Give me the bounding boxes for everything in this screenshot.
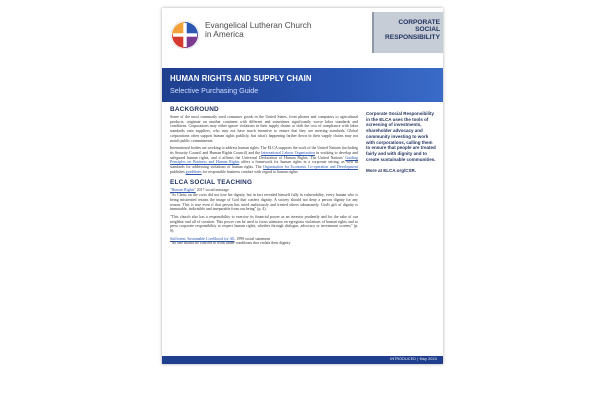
ilo-link[interactable]: International Labour Organization [261,150,315,155]
document-header [162,8,443,63]
un-guiding-principles-link[interactable]: Guiding Principles on Business and Human Rights [170,155,358,165]
bg-p2-text-a: International bodies are working to address human rights. The ELCA supports the work of the United Nations (including its Security Council and Human Rights Council) and the [170,146,358,155]
csr-label-box [372,12,443,53]
guidelines-link[interactable]: guidelines [185,169,202,174]
oecd-link[interactable]: Organisation for Economic Co-operation and Development [262,165,358,170]
sufficient-livelihood-link[interactable]: Sufficient, Sustainable Livelihood for All [170,236,235,241]
footer-text: INTRODUCED | May 2024 [390,357,437,361]
teaching-heading: ELCA SOCIAL TEACHING [170,179,253,187]
background-heading: BACKGROUND [170,106,219,113]
sidebar-description: Corporate Social Responsibility in the ELCA uses the tools of screening of investments, shareholder advocacy and community investing to work with corporations, calling them to ensure that people are treated fairly and with dignity and to create sustainable communities. [366,111,436,162]
bg-p2-text-e: for responsible business conduct with regard to human rights. [201,169,299,174]
bg-p2-text-d: publishes [170,169,186,174]
document-title: HUMAN RIGHTS AND SUPPLY CHAIN [170,74,312,83]
sidebar-more-link[interactable]: More at ELCA.org/CSR. [366,168,417,174]
document-subtitle: Selective Purchasing Guide [170,86,259,95]
teaching-ref-2-rest: , 1999 social statement [234,236,271,241]
bg-p2-text-b: in working to develop and safeguard human rights, and it affirms the Universal Declaration of Human Rights. The United Nations' [170,150,359,160]
teaching-quote-2: "This church also has a responsibility to exercise its financial power as an investor prudently and for the sake of our neighbor and all of creation. This power can be used to focus attention on egregious violations of human rights and to press corporate responsibility to respect human rights, whether through dialogue, advocacy or investment screens" (p. 9). [170,214,358,234]
background-paragraph-2 [170,146,358,174]
teaching-quote-3: "No one should be coerced to work under conditions that violate their dignity [170,241,291,246]
csr-label: CORPORATE SOCIAL RESPONSIBILITY [385,19,440,41]
teaching-ref-1-rest: 2017 social message [195,188,229,193]
org-name: Evangelical Lutheran Church in America [205,20,312,40]
teaching-quote-1: "As Christ on the cross did not lose his dignity, but in fact revealed himself fully in vulnerability, every human who is being mistreated retains the image of God that confers dignity. A society should not deny a person dignity for any reason. This is true even if that person has acted maliciously and treated others inhumanely. God's gift of dignity is immutable, indivisible and inseparable from our being" (p. 4). [170,193,358,212]
title-band [162,68,443,102]
org-logo [170,20,310,52]
background-paragraph-1: Some of the most commonly used consumer goods in the United States, from phones and computers to agricultural products, originate on another continent with different and sometimes significantly worse labor standards and conditions. Corporations may either ignore violations in their supply chains or shift the cost of compliance with labor standards onto suppliers, who may not have much incentive to ensure that they are meeting standards. Global corporations often support human rights publicly, but what's happening farther down in their supply chains may not match public commitments. [170,115,358,143]
sidebar-column [366,111,436,180]
document-page [162,8,443,364]
footer-bar [162,356,443,364]
main-column [170,106,358,249]
human-rights-message-link[interactable]: "Human Rights" [170,188,196,193]
bg-p2-text-c: offers a framework for human rights in a corporate setting, as well as standards for addressing violations of human rights. The [170,160,358,170]
elca-cross-logo-icon [170,20,200,50]
